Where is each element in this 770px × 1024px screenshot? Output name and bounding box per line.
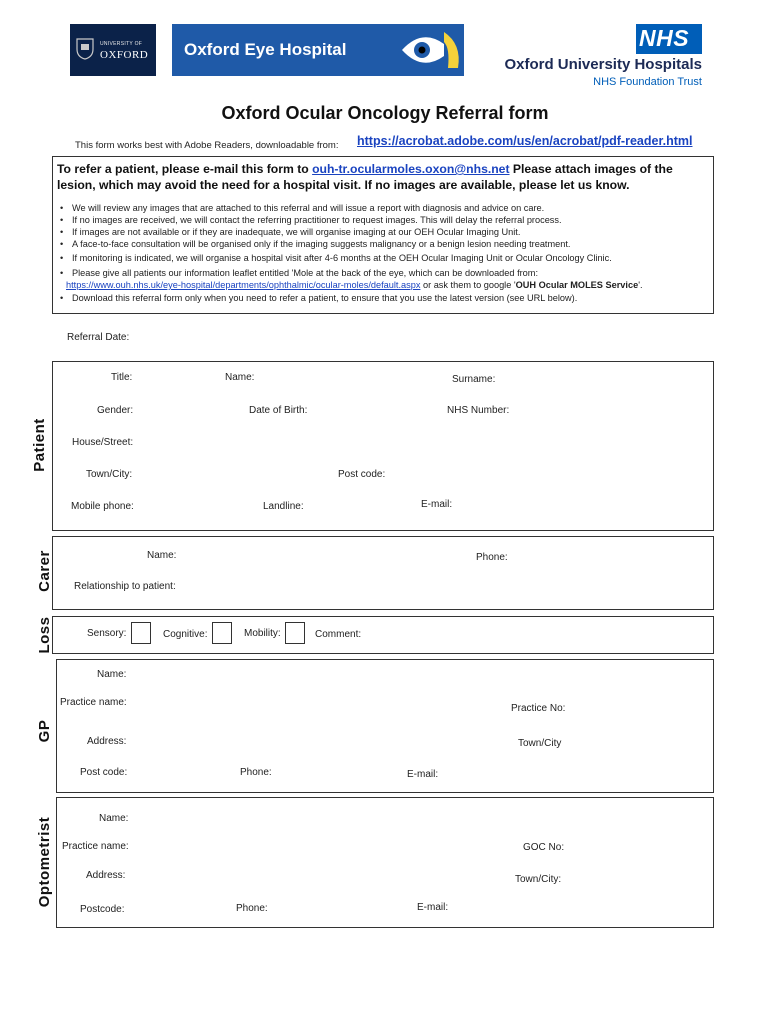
gp-town-city-label: Town/City	[518, 738, 562, 749]
bullet-7: • Download this referral form only when you need to refer a patient, to ensure that you use the latest version (see URL below).	[60, 293, 578, 303]
mobility-checkbox[interactable]	[285, 622, 305, 644]
bullet-1: • We will review any images that are attached to this referral and will issue a report with diagnosis and advice on care.	[60, 203, 545, 213]
gp-name-label: Name:	[97, 669, 127, 680]
oxford-university-logo	[70, 24, 156, 76]
comment-label: Comment:	[315, 629, 362, 640]
house-street-label: House/Street:	[72, 437, 134, 448]
patient-email-label: E-mail:	[421, 499, 453, 510]
oxford-big-text: OXFORD	[100, 49, 149, 61]
town-city-label: Town/City:	[86, 469, 133, 480]
bullet-2: • If no images are received, we will contact the referring practitioner to request images. This will delay the referral process.	[60, 215, 562, 225]
gp-address-label: Address:	[87, 736, 127, 747]
relationship-label: Relationship to patient:	[74, 581, 176, 592]
optometrist-section-label: Optometrist	[36, 816, 53, 908]
cognitive-label: Cognitive:	[163, 629, 208, 640]
optometrist-phone-label: Phone:	[236, 903, 268, 914]
gp-practice-no-label: Practice No:	[511, 703, 566, 714]
oxford-small-text: UNIVERSITY OF	[100, 41, 143, 47]
patient-section-label: Patient	[31, 418, 48, 472]
optometrist-practice-name-label: Practice name:	[62, 841, 129, 852]
optometrist-postcode-label: Postcode:	[80, 904, 125, 915]
leaflet-link[interactable]: https://www.ouh.nhs.uk/eye-hospital/departments/ophthalmic/ocular-moles/default.aspx	[66, 280, 421, 290]
sensory-checkbox[interactable]	[131, 622, 151, 644]
oxford-eye-hospital-logo	[172, 24, 464, 76]
goc-no-label: GOC No:	[523, 842, 565, 853]
nhs-logo-text: NHS	[639, 25, 690, 51]
dob-label: Date of Birth:	[249, 405, 308, 416]
bullet-4: • A face-to-face consultation will be organised only if the imaging suggests malignancy or a benign lesion needing treatment.	[60, 239, 571, 249]
post-code-label: Post code:	[338, 469, 386, 480]
gp-email-label: E-mail:	[407, 769, 439, 780]
reader-link[interactable]: https://acrobat.adobe.com/us/en/acrobat/pdf-reader.html	[357, 134, 693, 148]
title-label: Title:	[111, 372, 133, 383]
intro-text-b: Please attach images of the	[509, 162, 673, 176]
reader-note: This form works best with Adobe Readers, downloadable from:	[75, 140, 339, 151]
intro-line-1	[57, 162, 673, 176]
nhs-number-label: NHS Number:	[447, 405, 510, 416]
intro-line-2: lesion, which may avoid the need for a hospital visit. If no images are available, please let us know.	[57, 178, 630, 192]
gp-practice-name-label: Practice name:	[60, 697, 127, 708]
optometrist-email-label: E-mail:	[417, 902, 449, 913]
referral-date-label: Referral Date:	[67, 332, 130, 343]
sensory-label: Sensory:	[87, 628, 127, 639]
optometrist-town-city-label: Town/City:	[515, 874, 562, 885]
loss-section[interactable]	[52, 616, 714, 654]
gender-label: Gender:	[97, 405, 134, 416]
carer-phone-label: Phone:	[476, 552, 508, 563]
page-title: Oxford Ocular Oncology Referral form	[221, 103, 549, 123]
landline-label: Landline:	[263, 501, 304, 512]
carer-section[interactable]	[52, 536, 714, 610]
optometrist-section[interactable]	[56, 797, 714, 928]
optometrist-address-label: Address:	[86, 870, 126, 881]
crest-icon	[76, 38, 94, 60]
carer-name-label: Name:	[147, 550, 177, 561]
mobile-phone-label: Mobile phone:	[71, 501, 134, 512]
gp-section[interactable]	[56, 659, 714, 793]
gp-phone-label: Phone:	[240, 767, 272, 778]
intro-text-a: To refer a patient, please e-mail this form to	[57, 162, 313, 176]
gp-section-label: GP	[36, 719, 53, 743]
optometrist-name-label: Name:	[99, 813, 129, 824]
ouh-name: Oxford University Hospitals	[504, 56, 702, 73]
bullet-5: • If monitoring is indicated, we will organise a hospital visit after 4-6 months at the OEH Ocular Imaging Unit or Ocular Oncology Clinic.	[60, 253, 612, 263]
bullet-6: • Please give all patients our information leaflet entitled 'Mole at the back of the eye, which can be downloaded from:	[60, 268, 538, 278]
eye-hospital-text: Oxford Eye Hospital	[184, 40, 347, 59]
carer-section-label: Carer	[36, 550, 53, 592]
surname-label: Surname:	[452, 374, 496, 385]
mobility-label: Mobility:	[244, 628, 281, 639]
bullet-3: • If images are not available or if they are inadequate, we will organise imaging at our OEH Ocular Imaging Unit.	[60, 227, 521, 237]
google-search-term: OUH Ocular MOLES Service	[515, 280, 639, 290]
gp-post-code-label: Post code:	[80, 767, 128, 778]
patient-name-label: Name:	[225, 372, 255, 383]
ouh-trust: NHS Foundation Trust	[593, 76, 702, 88]
patient-section[interactable]	[52, 361, 714, 531]
eye-icon	[400, 24, 464, 76]
leaflet-line: https://www.ouh.nhs.uk/eye-hospital/departments/ophthalmic/ocular-moles/default.aspx or ask them to google 'OUH Ocular MOLES Service'.	[66, 280, 643, 290]
cognitive-checkbox[interactable]	[212, 622, 232, 644]
referral-email-link[interactable]: ouh-tr.ocularmoles.oxon@nhs.net	[312, 162, 510, 176]
loss-section-label: Loss	[36, 616, 53, 654]
nhs-logo	[636, 24, 702, 54]
